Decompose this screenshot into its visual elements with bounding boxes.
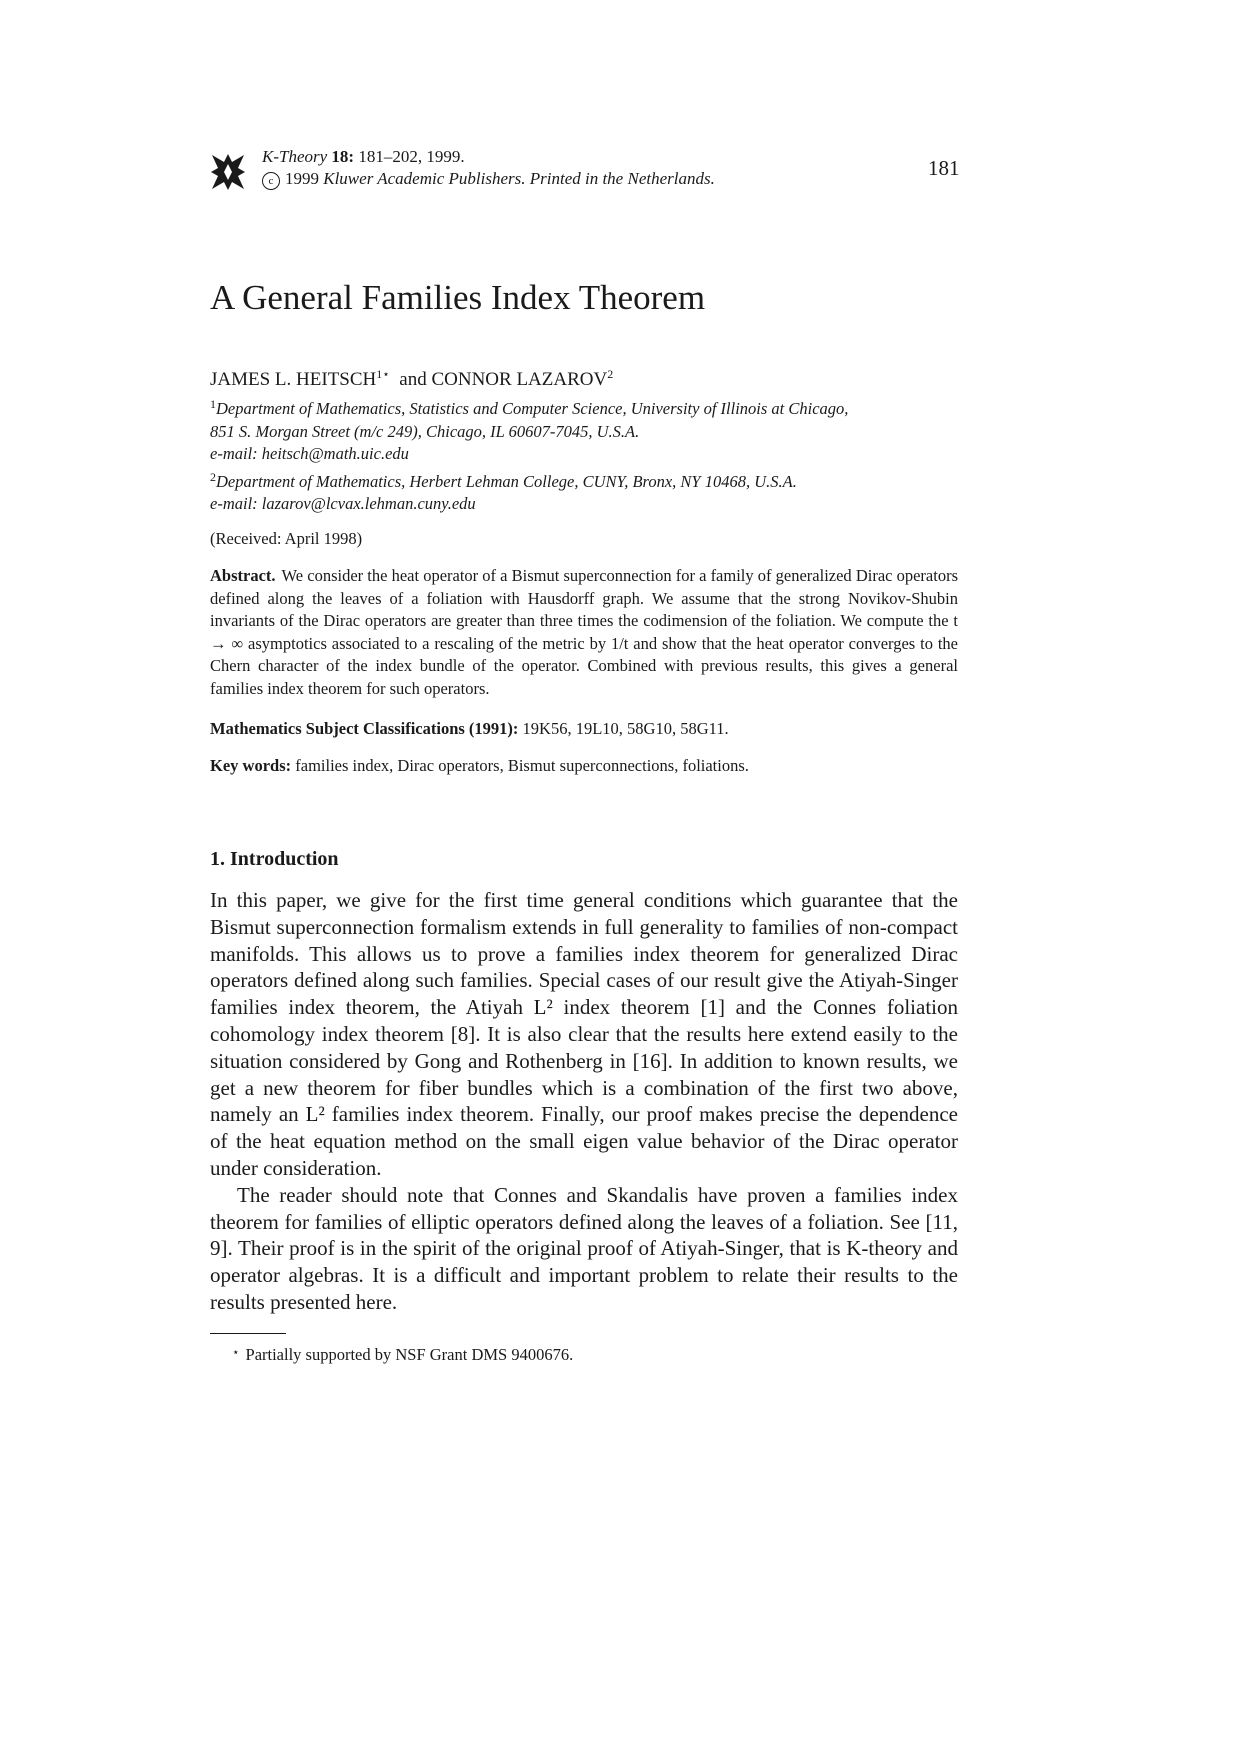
- author-1-mark: 1⋆: [376, 367, 390, 381]
- keywords-value: families index, Dirac operators, Bismut superconnections, foliations.: [295, 756, 749, 775]
- section-heading: 1. Introduction: [210, 848, 339, 870]
- msc-value: 19K56, 19L10, 58G10, 58G11.: [522, 719, 729, 738]
- paragraph: In this paper, we give for the first time general conditions which guarantee that the Bismut superconnection formalism extends in full generality to families of non-compact manifolds. This allows us to prove a families index theorem for generalized Dirac operators defined along such families. Special cases of our result give the Atiyah-Singer families index theorem, the Atiyah L² index theorem [1] and the Connes foliation cohomology index theorem [8]. It is also clear that the results here extend easily to the situation considered by Gong and Rothenberg in [16]. In addition to known results, we get a new theorem for fiber bundles which is a combination of the first two above, namely an L² families index theorem. Finally, our proof makes precise the dependence of the heat equation method on the small eigen value behavior of the Dirac operator under consideration.: [210, 888, 958, 1180]
- keywords: [210, 756, 749, 776]
- copyright-icon: c: [262, 172, 280, 190]
- paper-title: A General Families Index Theorem: [210, 278, 706, 317]
- affiliation-mark: 2: [210, 469, 216, 484]
- affiliation-line: [210, 421, 970, 444]
- affiliation-email: e-mail: lazarov@lcvax.lehman.cuny.edu: [210, 494, 476, 513]
- copyright-line: [262, 168, 715, 190]
- msc-label: Mathematics Subject Classifications (1991):: [210, 719, 519, 738]
- affiliation-mark: 1: [210, 397, 216, 411]
- affiliation-text: 851 S. Morgan Street (m/c 249), Chicago, IL 60607-7045, U.S.A.: [210, 421, 640, 441]
- author-line: [210, 367, 613, 391]
- affiliation-line: [210, 393, 970, 421]
- affiliation-line: [210, 466, 970, 494]
- author-2: CONNOR LAZAROV: [431, 369, 608, 390]
- paragraph: The reader should note that Connes and Skandalis have proven a families index theorem for families of elliptic operators defined along the leaves of a foliation. See [11, 9]. Their proof is in the spirit of the original proof of Atiyah-Singer, that is K-theory and operator algebras. It is a difficult and important problem to relate their results to the results presented here.: [210, 1182, 958, 1314]
- footnote-text: Partially supported by NSF Grant DMS 9400676.: [245, 1345, 574, 1364]
- journal-citation: [262, 146, 715, 168]
- affiliation-text: Department of Mathematics, Statistics and Computer Science, University of Illinois at Chicago,: [216, 399, 849, 418]
- abstract-text: We consider the heat operator of a Bismut superconnection for a family of generalized Dirac operators defined along the leaves of a foliation with Hausdorff graph. We assume that the strong Novikov-Shubin invariants of the Dirac operators are greater than three times the codimension of the foliation. We compute the t → ∞ asymptotics associated to a rescaling of the metric by 1/t and show that the heat operator converges to the Chern character of the index bundle of the operator. Combined with previous results, this gives a general families index theorem for such operators.: [210, 566, 958, 698]
- subject-classifications: [210, 719, 729, 739]
- received-date: (Received: April 1998): [210, 529, 363, 548]
- copyright-year: 1999: [285, 169, 319, 188]
- footnote-rule: [210, 1333, 286, 1334]
- abstract-label: Abstract.: [210, 566, 276, 585]
- journal-volume: 18:: [331, 147, 355, 166]
- author-2-mark: 2: [607, 367, 614, 381]
- affiliation-line: [210, 443, 970, 466]
- publisher-logo-icon: [210, 152, 246, 192]
- footnote: [232, 1345, 573, 1365]
- author-1: JAMES L. HEITSCH: [210, 369, 377, 390]
- affiliation-text: Department of Mathematics, Herbert Lehman College, CUNY, Bronx, NY 10468, U.S.A.: [216, 471, 797, 491]
- section-body: [210, 887, 958, 1316]
- page-number: 181: [928, 156, 960, 180]
- journal-header: [262, 146, 715, 190]
- journal-pages: 181–202, 1999.: [358, 147, 465, 166]
- author-conjunction: and: [399, 369, 427, 390]
- footnote-mark: ⋆: [232, 1345, 240, 1359]
- affiliation-line: [210, 493, 970, 516]
- affiliation-email: e-mail: heitsch@math.uic.edu: [210, 444, 409, 463]
- abstract: [210, 565, 958, 700]
- keywords-label: Key words:: [210, 756, 292, 775]
- affiliations: [210, 393, 970, 516]
- publisher-name: Kluwer Academic Publishers. Printed in the Netherlands.: [323, 169, 715, 188]
- journal-name: K-Theory: [262, 147, 328, 166]
